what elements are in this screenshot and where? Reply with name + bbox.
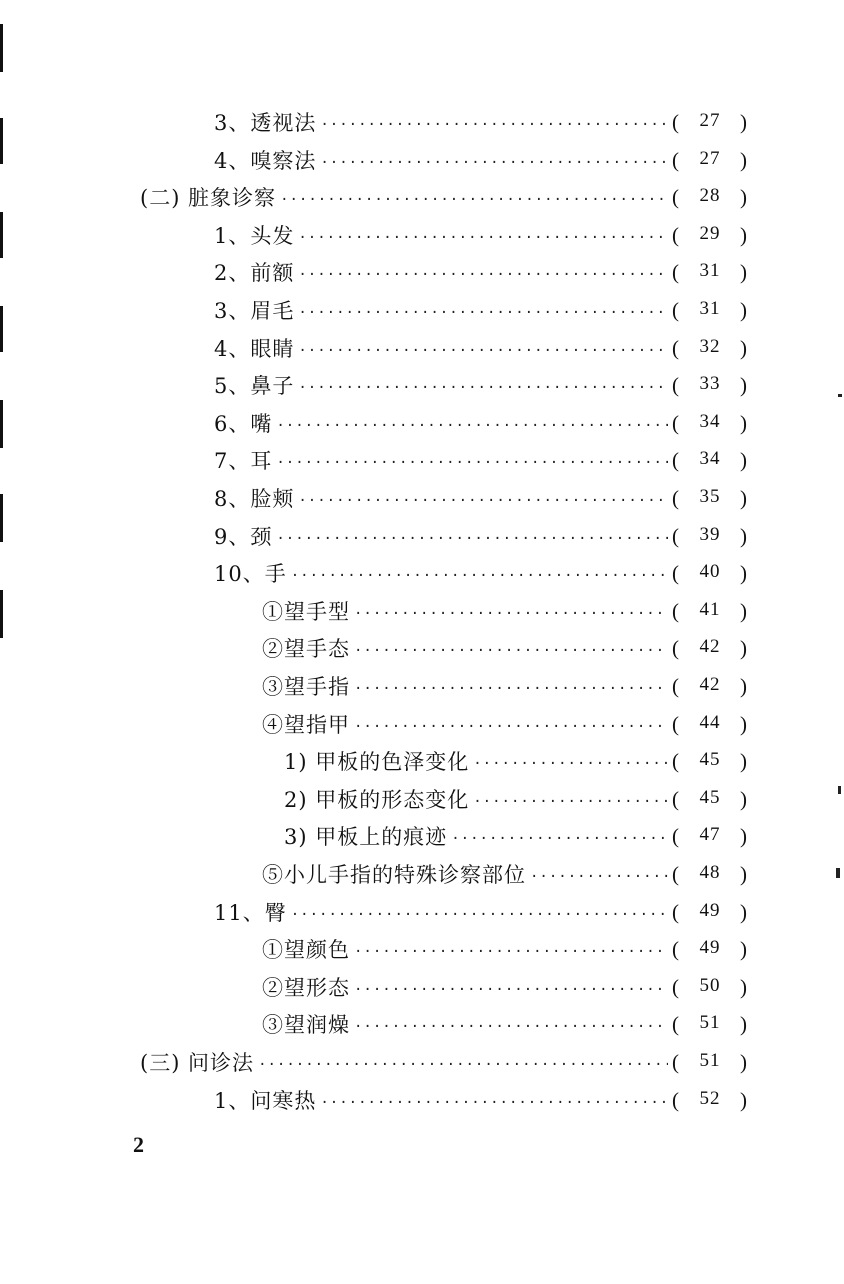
close-paren: ) xyxy=(740,1087,748,1112)
toc-entry xyxy=(214,369,748,401)
toc-entry xyxy=(214,256,748,288)
margin-mark xyxy=(0,212,3,258)
toc-entry xyxy=(262,708,748,740)
open-paren: ( xyxy=(672,372,680,397)
open-paren: ( xyxy=(672,259,680,284)
margin-mark xyxy=(0,24,3,72)
toc-entry-title: ③望手指 xyxy=(262,675,350,699)
scan-speck xyxy=(838,786,841,794)
open-paren: ( xyxy=(672,447,680,472)
open-paren: ( xyxy=(672,335,680,360)
dot-leader xyxy=(354,933,668,965)
toc-entry-page xyxy=(672,185,748,210)
page-number-value: 50 xyxy=(699,974,721,996)
close-paren: ) xyxy=(740,147,748,172)
dot-leader xyxy=(354,708,668,740)
close-paren: ) xyxy=(740,974,748,999)
open-paren: ( xyxy=(672,823,680,848)
dot-leader xyxy=(354,971,668,1003)
toc-entry-page xyxy=(672,524,748,549)
toc-entry-title: 4、眼睛 xyxy=(214,337,295,361)
toc-entry xyxy=(214,896,748,928)
dot-leader xyxy=(298,369,668,401)
open-paren: ( xyxy=(672,184,680,209)
dot-leader xyxy=(354,1008,668,1040)
toc-entry-title: (二) 脏象诊察 xyxy=(140,186,277,210)
toc-entry xyxy=(214,520,748,552)
dot-leader xyxy=(320,1084,668,1116)
dot-leader xyxy=(354,595,668,627)
toc-entry-title: 3、眉毛 xyxy=(214,299,295,323)
page-number-value: 31 xyxy=(699,259,721,281)
open-paren: ( xyxy=(672,147,680,172)
page-number-value: 42 xyxy=(699,673,721,695)
close-paren: ) xyxy=(740,447,748,472)
toc-entry xyxy=(214,1084,748,1116)
dot-leader xyxy=(473,783,668,815)
toc-entry-page xyxy=(672,148,748,173)
toc-entry-title: 10、手 xyxy=(214,562,287,586)
page-number-value: 47 xyxy=(699,823,721,845)
toc-entry-page xyxy=(672,1050,748,1075)
close-paren: ) xyxy=(740,823,748,848)
close-paren: ) xyxy=(740,259,748,284)
close-paren: ) xyxy=(740,748,748,773)
open-paren: ( xyxy=(672,598,680,623)
toc-entry-page xyxy=(672,373,748,398)
toc-entry-title: 4、嗅察法 xyxy=(214,149,317,173)
toc-entry-title: 7、耳 xyxy=(214,449,273,473)
toc-entry-page xyxy=(672,975,748,1000)
open-paren: ( xyxy=(672,1087,680,1112)
toc-entry xyxy=(140,1046,748,1078)
page-number-value: 48 xyxy=(699,861,721,883)
page-number-value: 51 xyxy=(699,1049,721,1071)
page-number-value: 27 xyxy=(699,147,721,169)
toc-entry xyxy=(284,820,748,852)
toc-entry-title: 1) 甲板的色泽变化 xyxy=(284,750,470,774)
open-paren: ( xyxy=(672,222,680,247)
page-number-value: 27 xyxy=(699,109,721,131)
toc-entry xyxy=(262,971,748,1003)
dot-leader xyxy=(451,820,668,852)
page-number-value: 49 xyxy=(699,936,721,958)
open-paren: ( xyxy=(672,861,680,886)
toc-entry-page xyxy=(672,749,748,774)
toc-entry-page xyxy=(672,900,748,925)
page-number-value: 44 xyxy=(699,711,721,733)
page-number-value: 31 xyxy=(699,297,721,319)
toc-entry-page xyxy=(672,298,748,323)
close-paren: ) xyxy=(740,410,748,435)
open-paren: ( xyxy=(672,560,680,585)
dot-leader xyxy=(473,745,668,777)
toc-entry-title: 1、头发 xyxy=(214,224,295,248)
toc-entry-page xyxy=(672,110,748,135)
page-number-value: 29 xyxy=(699,222,721,244)
toc-entry-title: (三) 问诊法 xyxy=(140,1051,255,1075)
margin-mark xyxy=(0,306,3,352)
page-number-value: 45 xyxy=(699,786,721,808)
toc-entry-page xyxy=(672,636,748,661)
open-paren: ( xyxy=(672,109,680,134)
close-paren: ) xyxy=(740,372,748,397)
toc-entry xyxy=(140,181,748,213)
dot-leader xyxy=(280,181,668,213)
dot-leader xyxy=(354,670,668,702)
close-paren: ) xyxy=(740,598,748,623)
toc-entry-title: 8、脸颊 xyxy=(214,487,295,511)
toc-entry xyxy=(214,294,748,326)
dot-leader xyxy=(258,1046,668,1078)
toc-entry-title: 9、颈 xyxy=(214,525,273,549)
dot-leader xyxy=(276,520,668,552)
close-paren: ) xyxy=(740,560,748,585)
toc-entry xyxy=(214,106,748,138)
toc-entry xyxy=(284,783,748,815)
toc-entry-title: 5、鼻子 xyxy=(214,374,295,398)
toc-entry-title: 3) 甲板上的痕迹 xyxy=(284,825,448,849)
open-paren: ( xyxy=(672,711,680,736)
close-paren: ) xyxy=(740,936,748,961)
toc-entry xyxy=(262,933,748,965)
dot-leader xyxy=(530,858,668,890)
open-paren: ( xyxy=(672,635,680,660)
toc-entry-page xyxy=(672,260,748,285)
toc-entry-page xyxy=(672,411,748,436)
toc-entry-title: ②望手态 xyxy=(262,637,350,661)
toc-entry xyxy=(214,482,748,514)
toc-entry-title: 6、嘴 xyxy=(214,412,273,436)
toc-entry-title: ④望指甲 xyxy=(262,713,350,737)
toc-entry-title: ⑤小儿手指的特殊诊察部位 xyxy=(262,863,526,887)
close-paren: ) xyxy=(740,222,748,247)
page-number-value: 52 xyxy=(699,1087,721,1109)
toc-entry-page xyxy=(672,561,748,586)
toc-entry xyxy=(262,1008,748,1040)
open-paren: ( xyxy=(672,297,680,322)
toc-entry xyxy=(284,745,748,777)
page-number-value: 28 xyxy=(699,184,721,206)
toc-entry-title: 2、前额 xyxy=(214,261,295,285)
margin-mark xyxy=(0,400,3,448)
toc-entry-title: ①望颜色 xyxy=(262,938,350,962)
dot-leader xyxy=(298,294,668,326)
close-paren: ) xyxy=(740,109,748,134)
dot-leader xyxy=(298,332,668,364)
toc-entry-page xyxy=(672,937,748,962)
open-paren: ( xyxy=(672,410,680,435)
toc-entry-page xyxy=(672,223,748,248)
toc-entry xyxy=(262,632,748,664)
dot-leader xyxy=(291,557,668,589)
close-paren: ) xyxy=(740,635,748,660)
open-paren: ( xyxy=(672,899,680,924)
dot-leader xyxy=(320,106,668,138)
toc-entry xyxy=(214,332,748,364)
close-paren: ) xyxy=(740,1049,748,1074)
toc-entry-page xyxy=(672,712,748,737)
open-paren: ( xyxy=(672,936,680,961)
page-number-value: 33 xyxy=(699,372,721,394)
close-paren: ) xyxy=(740,899,748,924)
open-paren: ( xyxy=(672,786,680,811)
page-number-value: 34 xyxy=(699,447,721,469)
page-number-value: 32 xyxy=(699,335,721,357)
close-paren: ) xyxy=(740,523,748,548)
margin-mark xyxy=(0,494,3,542)
dot-leader xyxy=(291,896,668,928)
toc-entry-page xyxy=(672,787,748,812)
toc-entry xyxy=(214,557,748,589)
toc-entry-title: ②望形态 xyxy=(262,976,350,1000)
margin-mark xyxy=(0,590,3,638)
open-paren: ( xyxy=(672,485,680,510)
dot-leader xyxy=(298,482,668,514)
open-paren: ( xyxy=(672,1049,680,1074)
page-number-value: 39 xyxy=(699,523,721,545)
toc-entry xyxy=(214,407,748,439)
page-number: 2 xyxy=(133,1132,144,1157)
open-paren: ( xyxy=(672,974,680,999)
toc-entry-title: 1、问寒热 xyxy=(214,1089,317,1113)
dot-leader xyxy=(298,219,668,251)
open-paren: ( xyxy=(672,523,680,548)
page-number-value: 45 xyxy=(699,748,721,770)
open-paren: ( xyxy=(672,748,680,773)
toc-entry xyxy=(214,144,748,176)
toc-entry-page xyxy=(672,1088,748,1113)
dot-leader xyxy=(354,632,668,664)
close-paren: ) xyxy=(740,485,748,510)
close-paren: ) xyxy=(740,861,748,886)
page-number-value: 42 xyxy=(699,635,721,657)
toc-entry-page xyxy=(672,862,748,887)
page-number-value: 41 xyxy=(699,598,721,620)
dot-leader xyxy=(276,444,668,476)
page-number-value: 35 xyxy=(699,485,721,507)
toc-entry xyxy=(262,670,748,702)
dot-leader xyxy=(320,144,668,176)
close-paren: ) xyxy=(740,184,748,209)
margin-mark xyxy=(0,118,3,164)
toc-entry xyxy=(262,858,748,890)
page-number-value: 40 xyxy=(699,560,721,582)
close-paren: ) xyxy=(740,335,748,360)
toc-entry-page xyxy=(672,1012,748,1037)
toc-entry-title: 3、透视法 xyxy=(214,111,317,135)
toc-entry-page xyxy=(672,336,748,361)
toc-entry-title: 11、臀 xyxy=(214,901,287,925)
toc-entry-title: ③望润燥 xyxy=(262,1013,350,1037)
dot-leader xyxy=(276,407,668,439)
close-paren: ) xyxy=(740,673,748,698)
dot-leader xyxy=(298,256,668,288)
close-paren: ) xyxy=(740,711,748,736)
page-number-value: 34 xyxy=(699,410,721,432)
page-number-value: 51 xyxy=(699,1011,721,1033)
scan-speck xyxy=(838,394,842,397)
scan-speck xyxy=(836,868,840,878)
toc-entry xyxy=(214,444,748,476)
open-paren: ( xyxy=(672,673,680,698)
close-paren: ) xyxy=(740,297,748,322)
toc-entry-title: 2) 甲板的形态变化 xyxy=(284,788,470,812)
close-paren: ) xyxy=(740,1011,748,1036)
toc-entry-page xyxy=(672,599,748,624)
page-number-value: 49 xyxy=(699,899,721,921)
toc-entry-page xyxy=(672,448,748,473)
toc-entry-title: ①望手型 xyxy=(262,600,350,624)
toc-entry-page xyxy=(672,486,748,511)
toc-entry xyxy=(262,595,748,627)
open-paren: ( xyxy=(672,1011,680,1036)
toc-entry xyxy=(214,219,748,251)
close-paren: ) xyxy=(740,786,748,811)
toc-entry-page xyxy=(672,674,748,699)
toc-entry-page xyxy=(672,824,748,849)
